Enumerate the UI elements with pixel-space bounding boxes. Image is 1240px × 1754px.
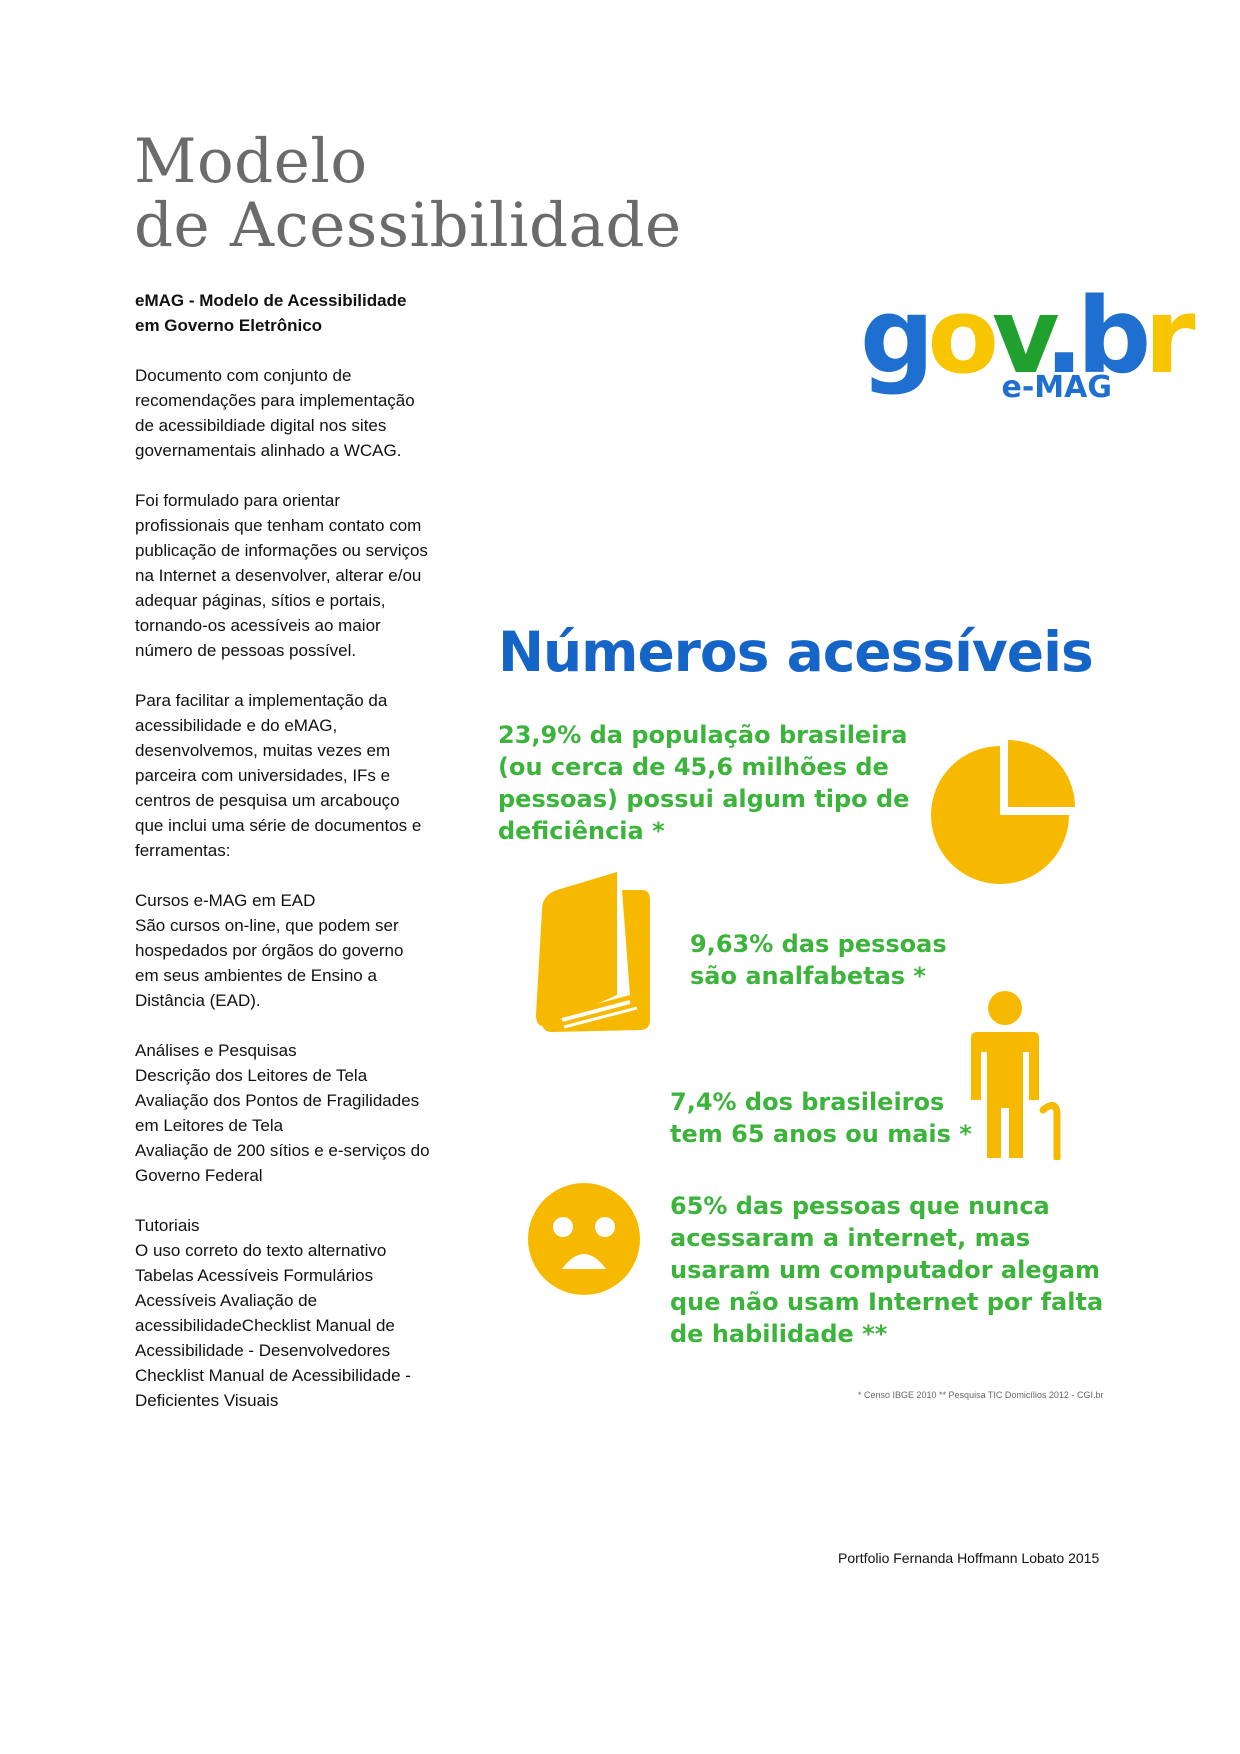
stat-line: que não usam Internet por falta xyxy=(670,1288,1104,1316)
text-line: Acessibilidade - Desenvolvedores xyxy=(135,1341,391,1360)
text-line: Governo Federal xyxy=(135,1166,263,1185)
govbr-emag-logo xyxy=(860,275,1189,408)
emag-label: e-MAG xyxy=(1001,370,1112,405)
analises-section xyxy=(135,1038,465,1188)
stat-line: acessaram a internet, mas xyxy=(670,1224,1031,1252)
text-line: Descrição dos Leitores de Tela xyxy=(135,1066,368,1085)
stat-line: pessoas) possui algum tipo de xyxy=(498,785,910,813)
book-icon xyxy=(522,870,654,1036)
logo-letter: b xyxy=(1076,275,1145,397)
text-line: Checklist Manual de Acessibilidade - xyxy=(135,1366,411,1385)
text-line: Deficientes Visuais xyxy=(135,1391,279,1410)
logo-letter: . xyxy=(1044,275,1077,397)
text-line: O uso correto do texto alternativo xyxy=(135,1241,387,1260)
text-line: na Internet a desenvolver, alterar e/ou xyxy=(135,566,422,585)
text-line: Documento com conjunto de xyxy=(135,366,352,385)
stat-line: deficiência * xyxy=(498,817,665,845)
text-line: centros de pesquisa um arcabouço xyxy=(135,791,400,810)
elderly-person-icon xyxy=(965,990,1065,1160)
text-line: desenvolvemos, muitas vezes em xyxy=(135,741,391,760)
stat-line: tem 65 anos ou mais * xyxy=(670,1120,972,1148)
text-line: publicação de informações ou serviços xyxy=(135,541,428,560)
logo-letter: g xyxy=(860,275,928,397)
cursos-section xyxy=(135,888,465,1013)
text-line: Análises e Pesquisas xyxy=(135,1041,297,1060)
document-subtitle xyxy=(135,288,465,338)
text-line: governamentais alinhado a WCAG. xyxy=(135,441,402,460)
title-line-2: de Acessibilidade xyxy=(134,190,682,261)
left-column xyxy=(135,288,465,1438)
pie-slice-small xyxy=(1008,740,1075,807)
logo-letter: o xyxy=(927,275,992,397)
infographic-title: Números acessíveis xyxy=(498,620,1093,684)
text-line: Distância (EAD). xyxy=(135,991,261,1010)
stat-deficiency xyxy=(498,719,909,847)
stat-line: 23,9% da população brasileira xyxy=(498,721,908,749)
tutoriais-section xyxy=(135,1213,465,1413)
text-line: ferramentas: xyxy=(135,841,231,860)
stat-illiteracy xyxy=(690,928,947,992)
text-line: Acessíveis Avaliação de xyxy=(135,1291,318,1310)
stat-internet-skills xyxy=(670,1190,1103,1350)
text-line: profissionais que tenham contato com xyxy=(135,516,422,535)
text-line: hospedados por órgãos do governo xyxy=(135,941,404,960)
subtitle-line-2: em Governo Eletrônico xyxy=(135,316,323,335)
text-line: em Leitores de Tela xyxy=(135,1116,284,1135)
subtitle-line-1: eMAG - Modelo de Acessibilidade xyxy=(135,291,407,310)
framework-paragraph xyxy=(135,688,465,863)
text-line: adequar páginas, sítios e portais, xyxy=(135,591,386,610)
stat-elderly xyxy=(670,1086,972,1150)
text-line: Tabelas Acessíveis Formulários xyxy=(135,1266,374,1285)
text-line: Para facilitar a implementação da xyxy=(135,691,388,710)
text-line: Foi formulado para orientar xyxy=(135,491,341,510)
stat-line: 65% das pessoas que nunca xyxy=(670,1192,1050,1220)
text-line: acessibilidadeChecklist Manual de xyxy=(135,1316,395,1335)
text-line: tornando-os acessíveis ao maior xyxy=(135,616,381,635)
pie-chart-icon xyxy=(925,740,1075,890)
text-line: recomendações para implementação xyxy=(135,391,415,410)
stat-line: são analfabetas * xyxy=(690,962,926,990)
stat-line: usaram um computador alegam xyxy=(670,1256,1101,1284)
stat-line: 9,63% das pessoas xyxy=(690,930,947,958)
intro-paragraph xyxy=(135,363,465,463)
logo-letter: v xyxy=(991,275,1045,397)
text-line: em seus ambientes de Ensino a xyxy=(135,966,377,985)
purpose-paragraph xyxy=(135,488,465,663)
text-line: São cursos on-line, que podem ser xyxy=(135,916,399,935)
portfolio-footer: Portfolio Fernanda Hoffmann Lobato 2015 xyxy=(838,1550,1100,1566)
title-line-1: Modelo xyxy=(134,126,368,197)
text-line: parceira com universidades, IFs e xyxy=(135,766,391,785)
sources-footnote: * Censo IBGE 2010 ** Pesquisa TIC Domicílios 2012 - CGI.br xyxy=(858,1390,1104,1400)
text-line: acessibilidade e do eMAG, xyxy=(135,716,338,735)
text-line: número de pessoas possível. xyxy=(135,641,357,660)
text-line: de acessibildiade digital nos sites xyxy=(135,416,387,435)
text-line: Avaliação de 200 sítios e e-serviços do xyxy=(135,1141,430,1160)
stat-line: 7,4% dos brasileiros xyxy=(670,1088,945,1116)
text-line: Cursos e-MAG em EAD xyxy=(135,891,316,910)
stat-line: de habilidade ** xyxy=(670,1320,888,1348)
text-line: Avaliação dos Pontos de Fragilidades xyxy=(135,1091,420,1110)
text-line: que inclui uma série de documentos e xyxy=(135,816,422,835)
logo-letter: r xyxy=(1144,275,1189,397)
sad-face-icon xyxy=(528,1183,640,1295)
text-line: Tutoriais xyxy=(135,1216,200,1235)
stat-line: (ou cerca de 45,6 milhões de xyxy=(498,753,889,781)
page-title xyxy=(134,126,682,261)
